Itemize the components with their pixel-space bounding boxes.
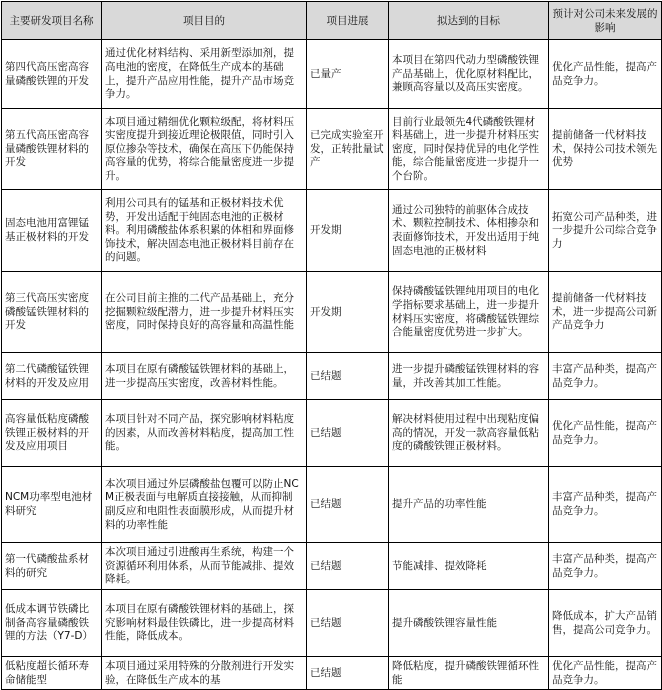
header-project-purpose: 项目目的 (102, 2, 307, 40)
header-project-name: 主要研发项目名称 (2, 2, 102, 40)
cell-target-goal: 降低粘度，提升磷酸铁锂循环性能 (389, 657, 549, 690)
header-project-progress: 项目进展 (307, 2, 389, 40)
cell-target-goal: 目前行业最领先4代磷酸铁锂材料基础上，进一步提升材料压实密度，同时保持优异的电化学性能，综合能量密度进一步提升一个台阶。 (389, 109, 549, 190)
cell-future-impact: 提前储备一代材料技术，保持公司技术领先优势 (549, 109, 662, 190)
cell-project-name: 低粘度超长循环寿命储能型 (2, 657, 102, 690)
table-row (2, 657, 662, 690)
table-row (2, 190, 662, 272)
cell-project-progress: 开发期 (307, 190, 389, 272)
cell-project-name: 固态电池用富锂锰基正极材料的开发 (2, 190, 102, 272)
cell-target-goal: 本项目在第四代动力型磷酸铁锂产品基础上，优化原材料配比，兼顾高容量以及高压实密度。 (389, 40, 549, 109)
cell-future-impact: 提前储备一代材料技术，进一步提高公司新产品竞争力 (549, 272, 662, 353)
cell-project-purpose: 本项目通过精细优化颗粒级配，将材料压实密度提升到接近理论极限值，同时引入原位掺杂等技术，确保在高压下仍能保持高容量的优势，将综合能量密度进一步提升。 (102, 109, 307, 190)
table-row (2, 590, 662, 657)
cell-project-purpose: 本项目在原有磷酸铁锂材料的基础上，探究影响材料最佳铁磷比，进一步提高材料性能，降低成本。 (102, 590, 307, 657)
cell-project-progress: 已结题 (307, 657, 389, 690)
table-row (2, 109, 662, 190)
cell-project-name: 第一代磷酸盐系材料的研究 (2, 543, 102, 590)
cell-project-name: 第五代高压密高容量磷酸铁锂材料的开发 (2, 109, 102, 190)
table-row (2, 353, 662, 400)
cell-project-purpose: 本项目针对不同产品，探究影响材料粘度的因素，从而改善材料粘度，提高加工性能。 (102, 400, 307, 467)
table-row (2, 272, 662, 353)
cell-future-impact: 丰富产品种类，提高产品竞争力。 (549, 543, 662, 590)
cell-project-name: 第二代磷酸锰铁锂材料的开发及应用 (2, 353, 102, 400)
cell-project-progress: 已完成实验室开发，正转批量试产 (307, 109, 389, 190)
cell-project-purpose: 本项目通过采用特殊的分散剂进行开发实验，在降低生产成本的基 (102, 657, 307, 690)
cell-target-goal: 通过公司独特的前驱体合成技术、颗粒控制技术、体相掺杂和表面修饰技术，开发出适用于纯固态电池的正极材料 (389, 190, 549, 272)
cell-future-impact: 优化产品性能，提高产品竞争力。 (549, 657, 662, 690)
cell-future-impact: 丰富产品种类，提高产品竞争力。 (549, 467, 662, 543)
cell-project-purpose: 利用公司具有的锰基和正极材料技术优势，开发出适配于纯固态电池的正极材料。利用磷酸盐体系积累的体相和界面修饰技术，解决固态电池正极材料目前存在的问题。 (102, 190, 307, 272)
cell-target-goal: 提升磷酸铁锂容量性能 (389, 590, 549, 657)
header-future-impact: 预计对公司未来发展的影响 (549, 2, 662, 40)
cell-future-impact: 优化产品性能，提高产品竞争力。 (549, 400, 662, 467)
cell-project-progress: 已结题 (307, 590, 389, 657)
cell-target-goal: 提升产品的功率性能 (389, 467, 549, 543)
table-row (2, 40, 662, 109)
cell-project-purpose: 本项目在原有磷酸锰铁锂材料的基础上，进一步提高压实密度，改善材料性能。 (102, 353, 307, 400)
rd-projects-table (1, 1, 662, 690)
table-row (2, 400, 662, 467)
cell-project-name: 第四代高压密高容量磷酸铁锂的开发 (2, 40, 102, 109)
cell-project-purpose: 本次项目通过引进酸再生系统，构建一个资源循环利用体系，从而节能减排、提效降耗。 (102, 543, 307, 590)
header-target-goal: 拟达到的目标 (389, 2, 549, 40)
cell-project-purpose: 通过优化材料结构、采用新型添加剂，提高电池的密度，在降低生产成本的基础上，提升产品应用性能，提升产品市场竞争力。 (102, 40, 307, 109)
table-row (2, 543, 662, 590)
table-row (2, 467, 662, 543)
cell-project-name: NCM功率型电池材料研究 (2, 467, 102, 543)
cell-target-goal: 进一步提升磷酸锰铁锂材料的容量，并改善其加工性能。 (389, 353, 549, 400)
cell-target-goal: 保持磷酸锰铁锂纯用项目的电化学指标要求基础上，进一步提升材料压实密度，将磷酸锰铁锂综合能量密度优势进一步扩大。 (389, 272, 549, 353)
cell-future-impact: 降低成本，扩大产品销售，提高公司竞争力。 (549, 590, 662, 657)
cell-project-purpose: 本次项目通过外层磷酸盐包覆可以防止NCM正极表面与电解质直接接触，从而抑制副反应和电阻性表面膜形成，从而提升材料的功率性能 (102, 467, 307, 543)
table-header-row (2, 2, 662, 40)
cell-project-progress: 开发期 (307, 272, 389, 353)
cell-project-progress: 已量产 (307, 40, 389, 109)
cell-target-goal: 解决材料使用过程中出现粘度偏高的情况，开发一款高容量低粘度的磷酸铁锂正极材料。 (389, 400, 549, 467)
cell-future-impact: 优化产品性能，提高产品竞争力。 (549, 40, 662, 109)
cell-project-progress: 已结题 (307, 467, 389, 543)
cell-project-name: 第三代高压实密度磷酸锰铁锂材料的开发 (2, 272, 102, 353)
cell-project-name: 高容量低粘度磷酸铁锂正极材料的开发及应用项目 (2, 400, 102, 467)
cell-project-purpose: 在公司目前主推的二代产品基础上，充分挖掘颗粒级配潜力，进一步提升材料压实密度，同时保持良好的高容量和高温性能 (102, 272, 307, 353)
cell-future-impact: 拓宽公司产品种类，进一步提升公司综合竞争力 (549, 190, 662, 272)
cell-project-progress: 已结题 (307, 400, 389, 467)
cell-project-progress: 已结题 (307, 543, 389, 590)
cell-target-goal: 节能减排、提效降耗 (389, 543, 549, 590)
cell-project-progress: 已结题 (307, 353, 389, 400)
cell-future-impact: 丰富产品种类，提高产品竞争力。 (549, 353, 662, 400)
cell-project-name: 低成本调节铁磷比制备高容量磷酸铁锂的方法（Y7-D） (2, 590, 102, 657)
